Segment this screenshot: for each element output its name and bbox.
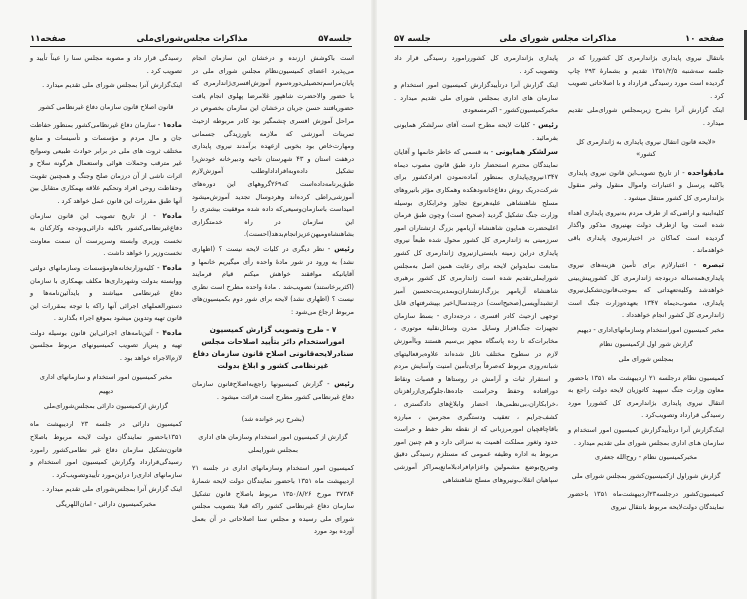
article-label: مادهٔواحده [687,167,724,177]
speaker-name: سرلشکر همایونی [495,147,558,157]
page-number: صفحه۱۱ [30,34,67,44]
speaker-paragraph: سرلشکر همایونی - به قسمی که خاطر خانمها و آقایان نمایندگان محترم استحضار دارد طبق قانون مصوب دیماه ۱۳۴۷نیروی‌پایداری بمنظور آماده‌نمودن افرادکشور برای شرکت‌دریک روش دفاع‌خانه‌ودهکده وهمکاری مؤثر بانیروهای مسلح شاهنشاهی علیه‌هرنوع تجاوز وخرابکاری بوسیله وزارت جنگ تشکیل گردید (صحیح است) وچون طبق فرمان اعلیحضرت همایون شاهنشاه آریامهر بزرگ ارتشتاران امور سرزمینی به ژاندارمری کل کشور محول شده طبعاً نیروی پایداری دراین زمینه بایستی‌ازنیروی ژاندارمری کل کشور متابعت نمایدواین لایحه برای رعایت همین اصل به‌مجلس شورایملی‌تقدیم شده است ژاندارمری کل کشور برهبری شاهنشاه آریامهر بزرگ‌ارتشتاران‌وبمدیریت‌تحسین آمیز ارتشبدآویسی(صحیح‌است) درچندسال‌اخیر بپیشرفتهای قابل توجهی ازحیث کادر افسری ، درجه‌داری - بسط سازمان تجهیزات جنگ‌افزار وسایل مدرن وسائل‌نقلیه موتوری ، مخابرات‌که تا رده پاسگاه مجهز بی‌سیم هستند وباآموزش لازم در سطوح مختلف نائل شده‌اند علاوه‌برفعالیتهای شبانه‌روزی مربوط که‌صرفاً برای‌تأمین امنیت وآسایش مردم و استقرار ثبات و آرامش در روستاها و قصبات ونقاط دورافتاده وحفظ وحراست جاده‌ها،جلوگیری‌ازراهزنان ،خرابکاران،بی‌نظمی‌ها، احضار وابلاغ‌های دادگستری ، کشف‌جرایم ، تعقیب ودستگیری مجرمین ، مبارزه باقاچاقچیان امورمرزبانی که از نقطه نظر حفظ و حراست حدود وثغور مملکت اهمیت به سزائی دارد و هم چنین امور مربوط به اداره وظیفه عمومی که مستلزم رسیدگی دقیق وصریح‌بوضع مشمولین واعزام‌افرادبلامانع‌بمراکز آموزشی سپاهیان انقلاب‌ونیروهای مسلح شاهنشاهی [394,147,558,484]
rapporteur-line: مخبرکمیسیون نظام - روح‌الله جعفری [594,453,698,462]
article-label: ماده۴ [162,327,182,337]
speaker-name: رئیس [538,119,558,129]
note: تبصره - اعتبارلازم برای تأمین هزینه‌های نیروی پایداری‌همه‌ساله دربودجه ژاندارمری کل کشورپیش‌بینی خواهدشد وکلیه‌تعهداتی که بموجب‌قانون‌تشکیل‌نیروی پایداری، مصوب‌دیماه ۱۳۴۷ بعهده‌وزارت جنگ است ژاندارمری کل کشور انجام خواهدداد . [568,259,724,320]
paragraph: کمیسیون امور استخدام وسازمانهای اداری در جلسه ۲۱ اردیبهشت ماه ۱۳۵۱ باحضور نمایندگان دولت لایحه شمارهٔ ۳۷۳۸۴ مورخ ۱۳۵۰/۸/۲۶ مربوط باصلاح قانون تشکیل سازمان دفاع غیرنظامی کشور راکه قبلا بتصویب مجلس شورای ملی رسیده و مجلس سنا اصلاحاتی در آن بعمل آورده بود مورد [192,464,354,536]
article: ماده۳ - کلیه‌وزارتخانه‌هاومؤسسات وسازمانهای دولتی ووابسته بدولت وشهرداری‌ها مکلف بهمکاری با سازمان دفاع غیرنظامی میباشند و باید‌آئین‌نامه‌ها و دستورالعملهای اجرائی آنها راکه با توجه بمقررات این قانون تهیه وتدوین میشود بموقع اجراء بگذارند . [30,262,182,323]
paragraph: کلیه‌ابنیه و اراضی‌که از طرف مردم به‌نیروی پایداری اهداء شده است ویا ازطرف دولت بهنیروی مذکور واگذار گردیده است کماکان در اختیارنیروی پایداری باقی خواهدماند . [568,208,724,255]
paragraph: اینک‌گزارش آنرا درتأییدگزارش کمیسیون امور استخدام و سازمان هـای اداری بمجلس شورای ملی تقدیم میدارد . [568,426,724,447]
rapporteur-line: مخبر کمیسیون اموراستخدام وسازمانهای‌اداری - دیهیم [577,325,724,334]
paragraph: کمیسیون نظام درجلسه ۲۱ اردیبهشت ماه ۱۳۵۱ باحضور معاون وزارت جنگ سپهبد کاتوزیان لایحه دولت راجع به انتقال نیروی پایداری بژاندارمری کل کشوررا مورد رسیدگی قرارداد وتصویب‌کرد . [568,373,724,420]
right-page-left-column [394,52,558,488]
session-label: جلسه ۵۷ [394,34,431,44]
left-page-left-column [30,52,182,513]
paragraph: اینک گزارش آنرا بمجلس‌شورای ملی تقدیم میدارد . [42,485,182,494]
paragraph: رسیدگی قرار داد و مصوبه مجلس سنا را عیناً تأیید و تصویب کرد . [30,54,182,75]
paragraph: است باکوشش ارزنده و درخشان این سازمان انجام می‌پذیرد اعضای کمیسیون‌نظام مجلس شورای ملی در پایان‌مراسم‌تحصیلی‌دوره‌سوم آموزش‌افسری‌ژاندارمری که با حضور والاحضرت شاهپور غلامرضا پهلوی انجام یافت حضوریافتند حسن جریان درخشان این سازمان بخصوص در مراحل آموزش افسری چشمگیر بود کادر مربوطه ازحیث تمرینات آموزشی که ملازمه باورزیدگی جسمانی ومهارت‌خاص بود بخوبی ازعهده برآمدند نیروی پایداری درهفت استان و ۴۳ شهرستان ناحیه ودبیرخانه خودش‌را تشکیل داده‌وبه‌افراداداوطلب آموزش‌لازم طبق‌برنامه‌داده‌است که۲۶۹گروههای این دوره‌های آموزشی‌راطی کرده‌اند وهردوسال تجدید آموزش‌میشود امیداست باسازمان‌وسیعی‌که داده شده موفقیت بیشتری را این سازمان در راه خدمتگزاری بشاهنشاه‌ومیهن‌عزیزانجام‌بدهد(احسنت). [192,54,354,239]
right-page-right-column [568,52,724,516]
article-label: ماده۳ [162,262,182,272]
bill-title: «لایحه قانون انتقال نیروی پایداری به ژاندارمری کل کشور» [576,137,716,159]
rapporteur-line: مخبر کمیسیون امور استخدام و سازمانهای اداری [39,372,173,381]
rapporteur-line: مخبرکمیسیون دارائی - امان‌اللهریگی [55,500,157,508]
paragraph: بانتقال نیروی پایداری بژاندارمری کل کشوررا که در جلسه سه‌شنبه ۱۳۵۱/۲/۵ تقدیم و بشمارهٔ ۲۹۳ چاپ گردیده است مورد رسیدگی قرارداد و با اصلاحاتی تصویب کرد . [568,54,725,100]
rapporteur-name: دیهیم [98,387,114,396]
note-label: تبصره [702,259,724,269]
paragraph: اینک گزارش آنرا درتأییدگزارش کمیسیون امور استخدام و سازمان های اداری بمجلس شورای ملی تقدیم میدارد . مخبرکمیسیون‌کشور - اکبرمسعودی [394,81,558,115]
article: مادهٔواحده - از تاریخ تصویب‌این قانون نیروی پایداری باکلیه پرسنل و اعتبارات واموال منقول وغیر منقول بژاندارمری کل کشور منتقل میشود . [568,167,724,202]
left-page-header [30,30,352,47]
right-page [374,0,747,599]
session-label: جلسه۵۷ [318,34,352,44]
paragraph: کمیسیون دارائی در جلسه ۲۳ اردیبهشت ماه ۱۳۵۱باحضور نمایندگان دولت لایحه مربوط باصلاح قانون‌تشکیل سازمان دفاع غیر نظامی‌کشور رامورد رسیدگی‌قرارداد وگزارش کمیسیون امور استخدام و سازمانهای اداری‌را دراین‌مورد تأییدوتصویب‌کرد . [30,420,182,479]
report-subtitle: بمجلس شورای ملی [618,355,674,364]
page-title: مذاکرات مجلس‌شورای‌ملی [136,34,248,44]
report-title: گزارش شوراول ازکمیسیون‌کشور بمجلس شورای ملی [571,471,721,480]
report-title: گزارش شور اول ازکمیسیون نظام [599,340,693,349]
right-page-header [394,30,724,47]
speaker-paragraph: رئیس - نظر دیگری در کلیات لایحه نیست ؟ (اظهاری نشد) به ورود در شور مادهٔ واحده رأی میگیریم خانمها و آقایانیکه موافقند خواهش میکنم قیام فرمایند (اکثربرخاستند) تصویب‌شد . مادهٔ واحده مطرح است نظری نیست ؟ (اظهاری نشد) لایحه برای شور دوم بکمیسیون‌های مربوط ارجاع می‌شود : [192,243,354,316]
paragraph: کمیسیون‌کشور درجلسه۲۳اردیبهشت‌ماه ۱۳۵۱ باحضور نمایندگان دولت‌لایحه مربوط بانتقال نیروی [568,490,724,511]
speaker-name: رئیس [334,379,354,389]
speaker-paragraph: رئیس - گزارش کمیسیونها راجع‌به‌اصلاح‌قانون سازمان دفاع غیرنظامی کشور مطرح است قرائت میشود . [192,379,354,402]
left-page-right-column [192,52,354,540]
article-label: ماده۱ [162,120,182,130]
article-label: ماده۲ [162,210,182,220]
paragraph: اینک‌گزارش آنرا بمجلس شورای ملی تقدیم میدارد . [42,81,182,90]
paragraph: پایداری بژاندارمری کل کشوررامورد رسیدگی قرار داد وتصویب کرد . [394,54,558,75]
page-title: مذاکرات مجلس شورای ملی [499,34,617,44]
reading-note: (بشرح زیر خوانده شد) [241,414,305,423]
article: ماده۲ - از تاریخ تصویب این قانون سازمان دفاع‌غیرنظامی‌کشور باکلیه دارائی‌وبودجه وکارکنان به نخست وزیری وابسته وسرپرست آن سمت معاونت نخست‌وزیر را خواهد داشت . [30,210,182,258]
speaker-paragraph: رئیس - کلیات لایحه مطرح است آقای سرلشکر همایونی بفرمائید . [394,119,558,142]
speaker-name: رئیس [334,243,354,253]
paragraph: اینک گزارش آنرا بشرح زیربمجلس شورای‌ملی تقدیم میدارد . [568,106,724,127]
article: ماده۱ - سازمان دفاع غیرنظامی‌کشور بمنظور حفاظت جان و مال مردم و مؤسسات و تأسیسات و منابع مختلف ثروت های ملی در برابر حوادث طبیعی وسوانح غیر مترقب وحملات هوائی واستعمال هرگونه سلاح و اثرات ناشی از آن درزمان صلح وجنگ و همچنین تقویت وحفاظت روحی افراد وتحکیم علاقه بهمکاری متقابل بین آنها طبق مقررات این قانون عمل خواهد کرد . [30,120,182,205]
report-title: گزارش از کمیسیون امور استخدام وسازمان های اداری بمجلس شورایملی [198,433,348,454]
law-title: قانون اصلاح قانون سازمان دفاع غیرنظامی کشور [38,102,174,111]
page-number: صفحه ۱۰ [685,34,724,44]
section-heading: ۷ - طرح وتصویب گزارش کمیسیون اموراستخدام دائر بتأیید اصلاحات مجلس سنادرلایحه‌قانونی اصلاح قانون سازمان دفاع غیرنظامی کشور و ابلاغ بدولت [192,325,354,371]
article: ماده۴ - آئین‌نامه‌های اجرائی‌این قانون بوسیله دولت تهیه و پس‌از تصویب کمیسیونهای مربوط مجلسین لازم‌الاجراء خواهد بود . [30,327,182,363]
report-title: گزارش ازکمیسیون دارائی بمجلس‌شورای‌ملی [43,401,169,410]
